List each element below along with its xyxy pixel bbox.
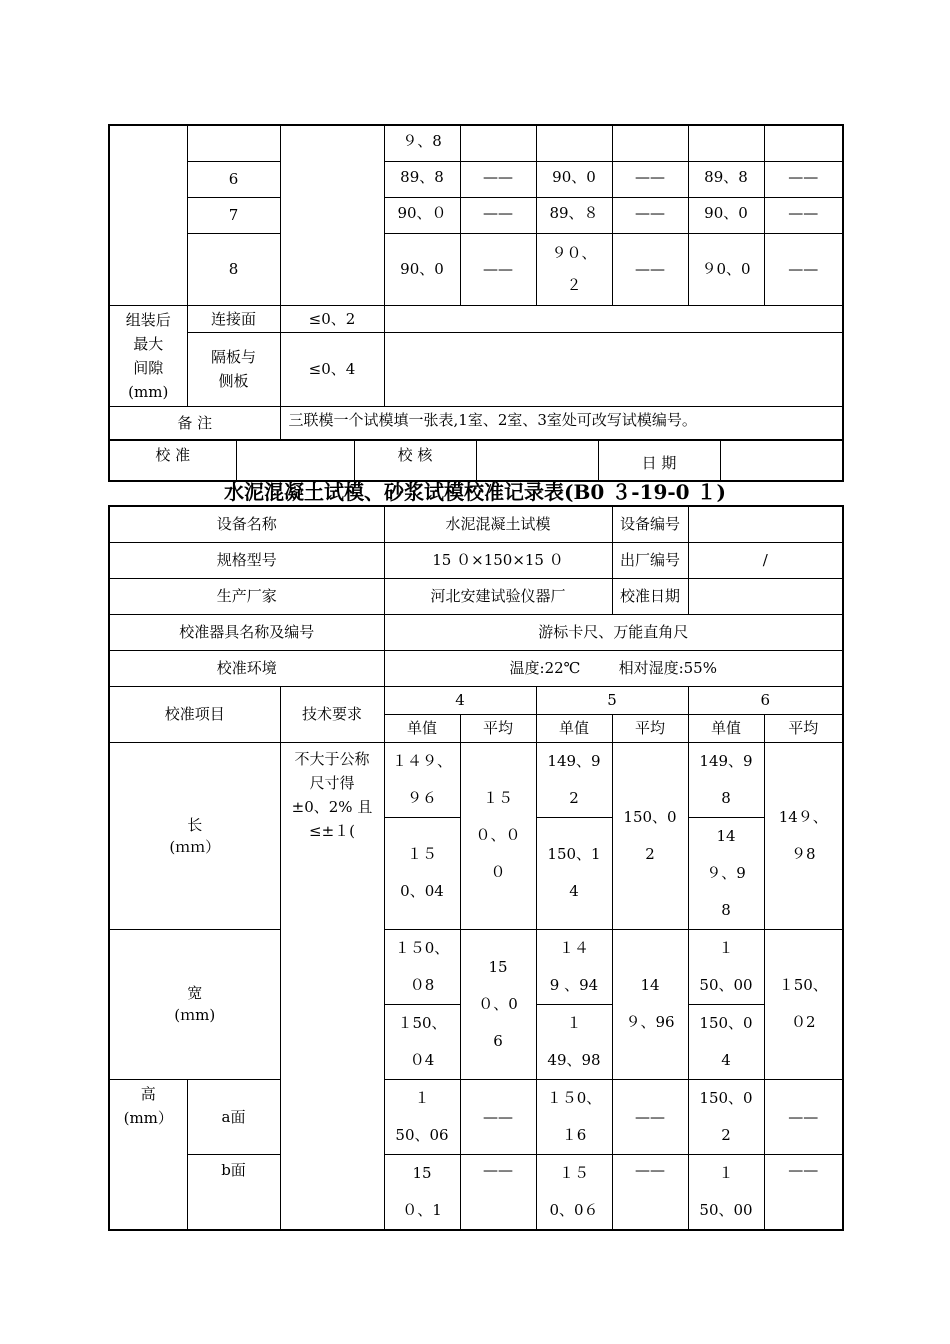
factory-no-value: / bbox=[688, 542, 843, 578]
device-no-value bbox=[688, 506, 843, 542]
length-single-6b: 14 ９、9 8 bbox=[688, 817, 764, 929]
review-label: 校 核 bbox=[354, 440, 476, 482]
width-single-6a: １ 50、00 bbox=[688, 929, 764, 1004]
signature-table bbox=[108, 439, 844, 482]
avg-header: 平均 bbox=[612, 714, 688, 742]
value-cell: —— bbox=[460, 233, 536, 305]
value-cell: —— bbox=[764, 161, 843, 197]
single-header: 单值 bbox=[688, 714, 764, 742]
value-cell: —— bbox=[612, 233, 688, 305]
height-a-6: 150、0 2 bbox=[688, 1079, 764, 1154]
value-cell: —— bbox=[612, 197, 688, 233]
mold-no-cell: 7 bbox=[187, 197, 280, 233]
env-label: 校准环境 bbox=[109, 650, 384, 686]
mold-header-4: 4 bbox=[384, 686, 536, 714]
spec-label: 规格型号 bbox=[109, 542, 384, 578]
gap-req: ≤0、4 bbox=[280, 332, 384, 406]
cal-date-label: 校准日期 bbox=[612, 578, 688, 614]
avg-header: 平均 bbox=[460, 714, 536, 742]
review-value bbox=[476, 440, 598, 482]
tool-label: 校准器具名称及编号 bbox=[109, 614, 384, 650]
value-cell: —— bbox=[612, 161, 688, 197]
req-header: 技术要求 bbox=[280, 686, 384, 742]
tool-value: 游标卡尺、万能直角尺 bbox=[384, 614, 843, 650]
date-label: 日 期 bbox=[598, 440, 720, 482]
value-cell: —— bbox=[460, 197, 536, 233]
height-b-avg-5: —— bbox=[612, 1154, 688, 1230]
single-header: 单值 bbox=[384, 714, 460, 742]
remark-label: 备 注 bbox=[109, 406, 280, 440]
mold-no-cell: 6 bbox=[187, 161, 280, 197]
value-cell: —— bbox=[764, 233, 843, 305]
device-name-label: 设备名称 bbox=[109, 506, 384, 542]
spec-value: 15 ０×150×15 ０ bbox=[384, 542, 612, 578]
height-b-avg-4: —— bbox=[460, 1154, 536, 1230]
value-cell: ９0、0 bbox=[688, 233, 764, 305]
continuation-table bbox=[108, 124, 844, 441]
calibrate-value bbox=[236, 440, 354, 482]
width-single-4a: １５0、 ０8 bbox=[384, 929, 460, 1004]
height-b-5: １５ 0、0６ bbox=[536, 1154, 612, 1230]
device-name-value: 水泥混凝土试模 bbox=[384, 506, 612, 542]
value-cell bbox=[688, 125, 764, 161]
width-avg-4: 15 ０、0 6 bbox=[460, 929, 536, 1079]
gap-value-blank bbox=[384, 305, 843, 332]
width-single-6b: 150、0 4 bbox=[688, 1004, 764, 1079]
item-header: 校准项目 bbox=[109, 686, 280, 742]
width-label: 宽 (ｍm) bbox=[109, 929, 280, 1079]
value-cell: —— bbox=[764, 197, 843, 233]
length-single-4b: １５ 0、04 bbox=[384, 817, 460, 929]
height-face-b: b面 bbox=[187, 1154, 280, 1230]
device-no-label: 设备编号 bbox=[612, 506, 688, 542]
height-b-4: 15 ０、1 bbox=[384, 1154, 460, 1230]
gap-req: ≤0、2 bbox=[280, 305, 384, 332]
length-single-5b: 150、1 4 bbox=[536, 817, 612, 929]
mold-header-5: 5 bbox=[536, 686, 688, 714]
env-value: 温度:22℃ 相对湿度:55% bbox=[384, 650, 843, 686]
value-cell: —— bbox=[460, 161, 536, 197]
value-cell bbox=[764, 125, 843, 161]
length-label: 长 (ｍｍ） bbox=[109, 742, 280, 929]
value-cell bbox=[536, 125, 612, 161]
calibrate-label: 校 准 bbox=[109, 440, 236, 482]
single-header: 单值 bbox=[536, 714, 612, 742]
factory-no-label: 出厂编号 bbox=[612, 542, 688, 578]
blank-req-cell bbox=[280, 125, 384, 305]
value-cell bbox=[612, 125, 688, 161]
length-single-4a: １４９、 ９６ bbox=[384, 742, 460, 817]
width-avg-5: 14 ９、96 bbox=[612, 929, 688, 1079]
value-cell: 90、０ bbox=[384, 197, 460, 233]
gap-item: 连接面 bbox=[187, 305, 280, 332]
mold-header-6: 6 bbox=[688, 686, 843, 714]
date-value bbox=[720, 440, 843, 482]
value-cell: ９、8 bbox=[384, 125, 460, 161]
avg-header: 平均 bbox=[764, 714, 843, 742]
length-single-5a: 149、9 2 bbox=[536, 742, 612, 817]
gap-item: 隔板与 侧板 bbox=[187, 332, 280, 406]
height-b-6: １ 50、00 bbox=[688, 1154, 764, 1230]
length-avg-6: 14９、 ９8 bbox=[764, 742, 843, 929]
height-a-5: １５0、 １6 bbox=[536, 1079, 612, 1154]
value-cell: 89、8 bbox=[384, 161, 460, 197]
page-title: 水泥混凝土试模、砂浆试模校准记录表(B0 ３-19-0 １) bbox=[223, 480, 727, 504]
calibration-table bbox=[108, 505, 844, 1231]
length-avg-5: 150、0 2 bbox=[612, 742, 688, 929]
value-cell: 90、0 bbox=[688, 197, 764, 233]
value-cell: 89、８ bbox=[536, 197, 612, 233]
maker-label: 生产厂家 bbox=[109, 578, 384, 614]
value-cell: ９０、 ２ bbox=[536, 233, 612, 305]
width-single-5a: １４ 9 、94 bbox=[536, 929, 612, 1004]
mold-no-cell bbox=[187, 125, 280, 161]
width-avg-6: １50、 ０2 bbox=[764, 929, 843, 1079]
value-cell: 89、8 bbox=[688, 161, 764, 197]
height-a-avg-4: —— bbox=[460, 1079, 536, 1154]
height-a-4: １ 50、06 bbox=[384, 1079, 460, 1154]
cal-date-value bbox=[688, 578, 843, 614]
value-cell bbox=[460, 125, 536, 161]
blank-item-cell bbox=[109, 125, 187, 305]
length-single-6a: 149、9 8 bbox=[688, 742, 764, 817]
height-a-avg-6: —— bbox=[764, 1079, 843, 1154]
length-avg-4: １５ ０、０ ０ bbox=[460, 742, 536, 929]
value-cell: 90、0 bbox=[384, 233, 460, 305]
mold-no-cell: 8 bbox=[187, 233, 280, 305]
gap-value-blank bbox=[384, 332, 843, 406]
remark-text: 三联模一个试模填一张表,1室、2室、3室处可改写试模编号。 bbox=[280, 406, 843, 440]
height-a-avg-5: —— bbox=[612, 1079, 688, 1154]
width-single-5b: １ 49、98 bbox=[536, 1004, 612, 1079]
height-label: 高 (mm） bbox=[109, 1079, 187, 1230]
maker-value: 河北安建试验仪器厂 bbox=[384, 578, 612, 614]
tech-requirement: 不大于公称 尺寸得 ±0、2% 且 ≤±１( bbox=[280, 742, 384, 1230]
value-cell: 90、0 bbox=[536, 161, 612, 197]
height-face-a: a面 bbox=[187, 1079, 280, 1154]
gap-label: 组装后 最大 间隙 (mm) bbox=[109, 305, 187, 406]
height-b-avg-6: —— bbox=[764, 1154, 843, 1230]
width-single-4b: １50、 ０4 bbox=[384, 1004, 460, 1079]
